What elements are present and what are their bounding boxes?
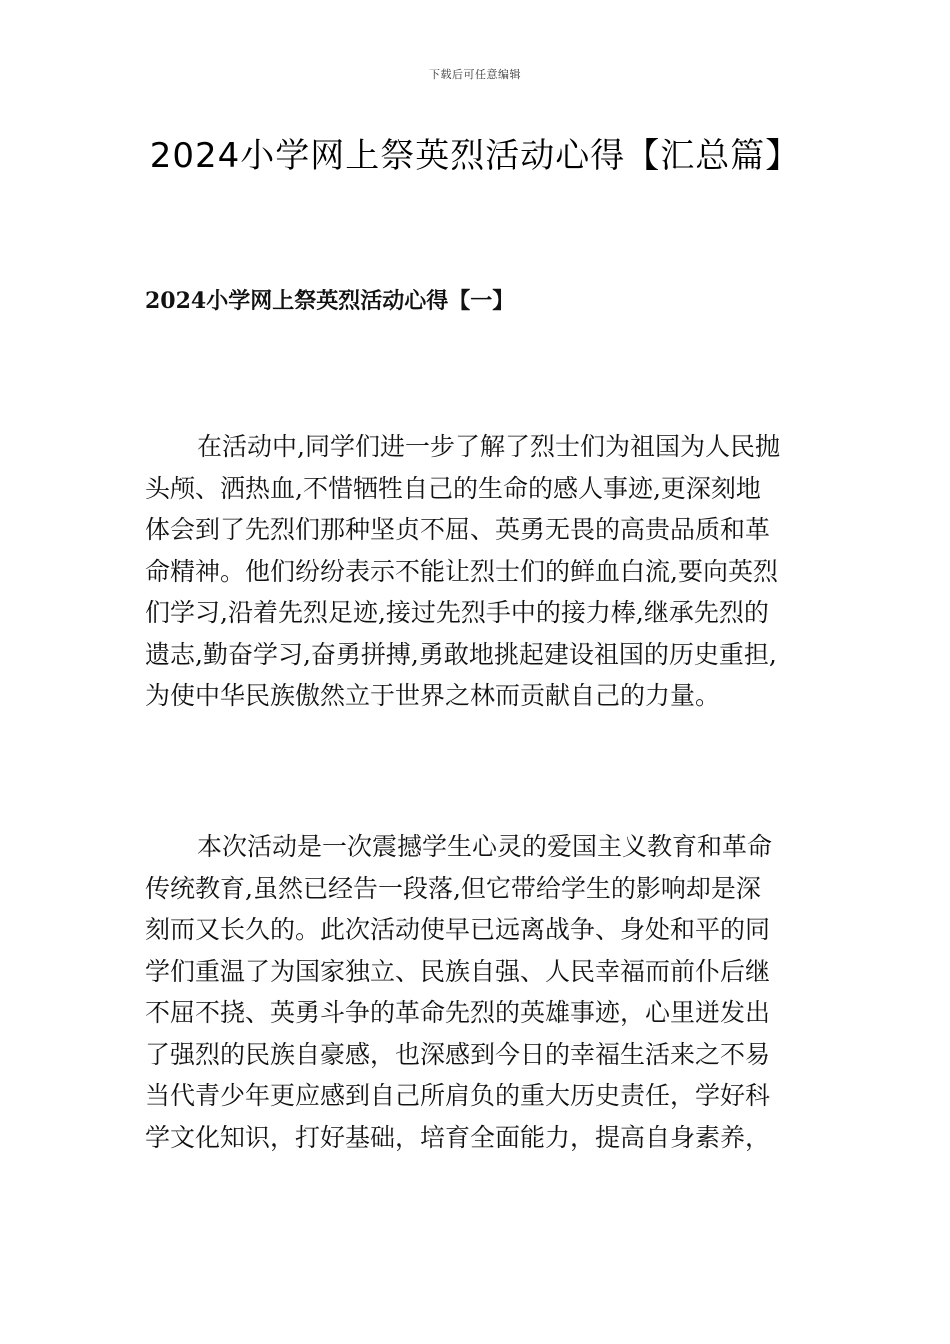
paragraph-line: 头颅、洒热血,不惜牺牲自己的生命的感人事迹,更深刻地 [145,473,761,503]
paragraph-line: 体会到了先烈们那种坚贞不屈、英勇无畏的高贵品质和革 [145,515,771,544]
paragraph-line: 本次活动是一次震撼学生心灵的爱国主义教育和革命 [197,832,773,861]
paragraph-line: 学们重温了为国家独立、民族自强、人民幸福而前仆后继 [145,956,771,986]
paragraph-2 [145,826,825,1158]
paragraph-line: 为使中华民族傲然立于世界之林而贡献自己的力量。 [145,681,721,710]
paragraph-line: 刻而又长久的。此次活动使早已远离战争、身处和平的同 [145,915,771,944]
paragraph-line: 们学习,沿着先烈足迹,接过先烈手中的接力棒,继承先烈的 [145,598,769,627]
paragraph-line: 遗志,勤奋学习,奋勇拼搏,勇敢地挑起建设祖国的历史重担, [145,639,777,669]
header-note: 下载后可任意编辑 [429,68,521,81]
section-heading: 2024小学网上祭英烈活动心得【一】 [145,288,515,314]
paragraph-line: 在活动中,同学们进一步了解了烈士们为祖国为人民抛 [197,432,780,461]
paragraph-line: 不屈不挠、英勇斗争的革命先烈的英雄事迹，心里迸发出 [145,998,771,1027]
paragraph-line: 传统教育,虽然已经告一段落,但它带给学生的影响却是深 [145,873,761,903]
paragraph-line: 了强烈的民族自豪感，也深感到今日的幸福生活来之不易 [145,1039,771,1069]
paragraph-1 [145,426,825,717]
paragraph-line: 学文化知识，打好基础，培育全面能力，提高自身素养， [145,1122,771,1152]
paragraph-line: 命精神。他们纷纷表示不能让烈士们的鲜血白流,要向英烈 [145,556,778,586]
document-title: 2024小学网上祭英烈活动心得【汇总篇】 [149,136,801,176]
paragraph-line: 当代青少年更应感到自己所肩负的重大历史责任，学好科 [145,1081,771,1110]
